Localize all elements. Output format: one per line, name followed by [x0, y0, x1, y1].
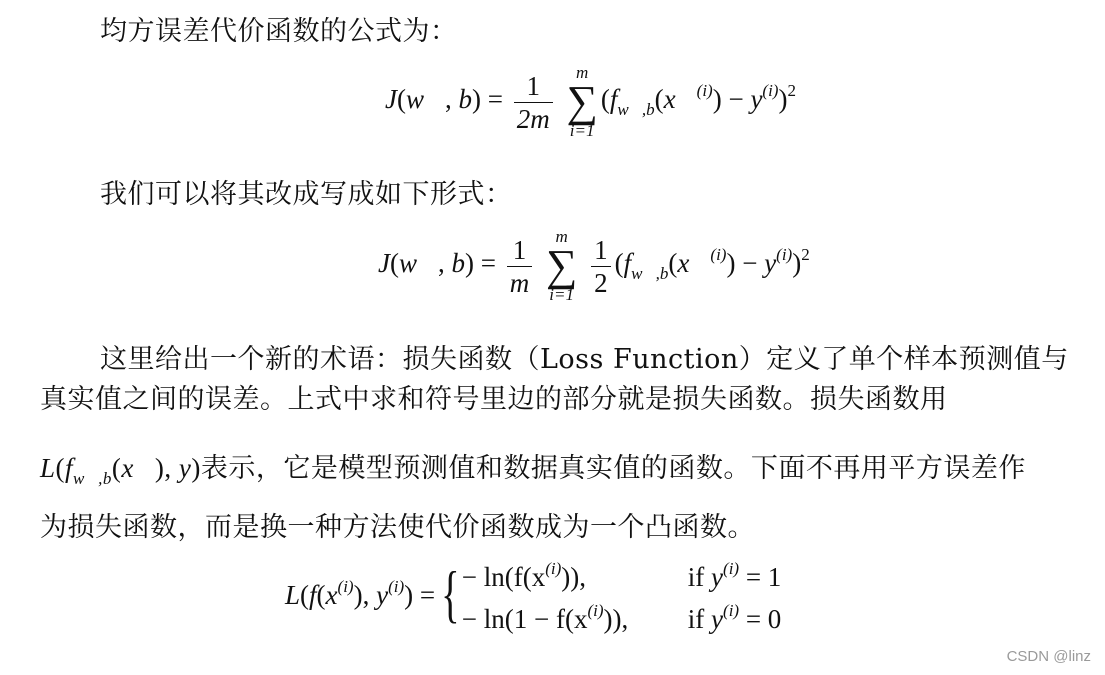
superscript: (i) — [696, 81, 713, 101]
fraction-numerator: 1 — [594, 234, 608, 265]
case-row-1 — [462, 552, 782, 594]
superscript: 2 — [787, 81, 796, 101]
subscript: w⃗,b — [617, 100, 655, 120]
fraction-numerator: 1 — [526, 70, 540, 101]
math-symbol: x⃗ — [663, 84, 697, 115]
math-symbol: y — [178, 453, 192, 483]
math-symbol: b — [451, 248, 465, 279]
superscript: (i) — [723, 601, 740, 620]
paragraph-2: 我们可以将其改成写成如下形式： — [100, 179, 513, 210]
case-row-2 — [462, 594, 782, 636]
case-expression: − ln(f(x — [461, 562, 546, 592]
left-brace-icon: { — [441, 558, 460, 629]
loss-lhs: $L(f(x^{(i)})$, $y^{(i)}$) = — [285, 577, 436, 610]
fraction-denominator: 2m — [514, 102, 553, 135]
watermark: CSDN @linz — [1006, 648, 1091, 665]
math-symbol: y — [764, 248, 777, 279]
math-symbol: x — [325, 580, 338, 610]
sum-upper: m — [576, 63, 589, 82]
math-symbol: f — [309, 580, 317, 610]
sum-lower: i=1 — [569, 121, 595, 140]
fraction-denominator: 2 — [591, 266, 611, 299]
math-symbol: x⃗ — [677, 248, 711, 279]
case-condition: if — [687, 604, 712, 634]
fraction — [591, 234, 611, 299]
paragraph-1: 均方误差代价函数的公式为： — [100, 16, 458, 47]
subscript: w⃗,b — [73, 469, 112, 488]
math-symbol: x⃗ — [121, 453, 155, 483]
paragraph-4 — [40, 448, 1080, 499]
sum-upper: m — [555, 227, 568, 246]
superscript: (i) — [710, 245, 727, 265]
piecewise-cases — [435, 552, 781, 636]
paragraph-3: 这里给出一个新的术语：损失函数（Loss Function）定义了单个样本预测值与真实值之间的误差。上式中求和符号里边的部分就是损失函数。损失函数用 — [40, 344, 1069, 415]
fraction — [507, 234, 533, 299]
superscript: (i) — [337, 577, 354, 596]
summation — [546, 228, 577, 304]
paragraph-5: 为损失函数，而是换一种方法使代价函数成为一个凸函数。 — [40, 512, 755, 543]
math-symbol: J — [378, 248, 390, 279]
math-symbol: J — [385, 84, 397, 115]
superscript: (i) — [587, 601, 604, 620]
case-condition: if — [687, 562, 712, 592]
paragraph-4-text: 表示，它是模型预测值和数据真实值的函数。下面不再用平方误差作 — [200, 453, 1026, 484]
math-symbol: y — [750, 84, 763, 115]
math-symbol: L — [285, 580, 301, 610]
math-symbol: L — [40, 453, 56, 483]
fraction-numerator: 1 — [512, 234, 527, 265]
math-symbol: b — [458, 84, 472, 115]
superscript: (i) — [776, 245, 793, 265]
fraction-denominator: m — [507, 266, 533, 299]
math-symbol: y — [376, 580, 389, 610]
case-expression: )), — [603, 604, 629, 634]
case-value: = 1 — [739, 562, 782, 592]
sigma-symbol: ∑ — [566, 77, 598, 126]
subscript: w⃗,b — [631, 264, 669, 284]
case-expression: )), — [561, 562, 587, 592]
formula-mse-cost: J(w⃗, b) = $\frac{1}{2m}$ m ∑ i=1 $(f_{w⃗,b}(x⃗^{(i)}) - y^{(i)})^2$ — [385, 63, 796, 140]
case-value: = 0 — [739, 604, 782, 634]
math-symbol: f — [609, 84, 618, 115]
math-symbol: y — [711, 604, 724, 634]
summation — [566, 64, 597, 140]
math-symbol: f — [65, 453, 74, 483]
superscript: (i) — [545, 559, 562, 578]
sum-lower: i=1 — [549, 285, 574, 304]
sigma-symbol: ∑ — [545, 241, 578, 290]
superscript: (i) — [723, 559, 740, 578]
inline-loss-notation: $L(f_{w⃗,b}(x⃗)$, y) — [40, 453, 201, 488]
case-expression: − ln(1 − f(x — [461, 604, 588, 634]
math-symbol: w⃗ — [405, 84, 445, 115]
math-symbol: y — [711, 562, 724, 592]
superscript: (i) — [388, 577, 405, 596]
math-symbol: f — [623, 248, 632, 279]
superscript: (i) — [762, 81, 779, 101]
formula-cost-rewritten: J(w⃗, b) = $\frac{1}{m}$ m ∑ i=1 $\frac{1}{2}$ $(f_{w⃗,b}(x⃗^{(i)}) - y^{(i)})^2$ — [378, 227, 810, 304]
superscript: 2 — [801, 245, 810, 265]
fraction — [514, 70, 553, 135]
formula-logistic-loss — [285, 552, 781, 636]
math-symbol: w⃗ — [398, 248, 438, 279]
